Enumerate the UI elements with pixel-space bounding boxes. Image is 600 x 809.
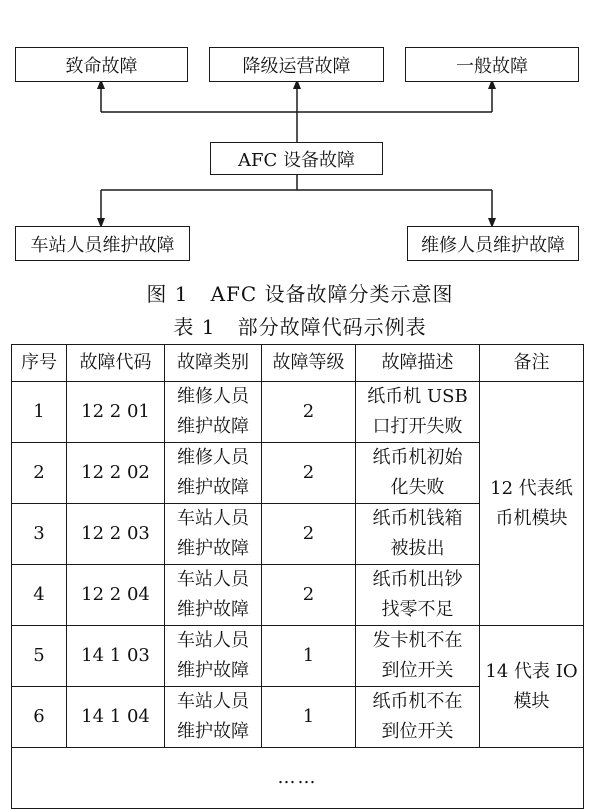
header-description: 故障描述 — [356, 345, 480, 382]
header-category: 故障类别 — [165, 345, 262, 382]
cell-ellipsis: …… — [12, 748, 584, 809]
afc-device-fault-box: AFC 设备故障 — [210, 142, 383, 175]
cell-no: 3 — [12, 504, 67, 565]
cell-category: 维修人员 维护故障 — [165, 382, 262, 443]
cell-category: 车站人员 维护故障 — [165, 626, 262, 687]
cell-code: 12 2 01 — [67, 382, 165, 443]
cell-code: 14 1 03 — [67, 626, 165, 687]
cell-no: 6 — [12, 687, 67, 748]
cell-code: 12 2 03 — [67, 504, 165, 565]
cell-code: 12 2 02 — [67, 443, 165, 504]
station-staff-maintenance-fault-box: 车站人员维护故障 — [15, 226, 190, 261]
cell-code: 14 1 04 — [67, 687, 165, 748]
cell-no: 4 — [12, 565, 67, 626]
cell-level: 1 — [262, 626, 356, 687]
cell-no: 1 — [12, 382, 67, 443]
cell-code: 12 2 04 — [67, 565, 165, 626]
table-row — [12, 626, 584, 687]
upward-arrows — [101, 84, 492, 142]
cell-category: 维修人员 维护故障 — [165, 443, 262, 504]
cell-category: 车站人员 维护故障 — [165, 504, 262, 565]
fault-code-table — [11, 344, 584, 809]
cell-level: 2 — [262, 382, 356, 443]
table-ellipsis-row — [12, 748, 584, 809]
cell-remark-12: 12 代表纸 币机模块 — [480, 382, 584, 626]
header-no: 序号 — [12, 345, 67, 382]
header-remark: 备注 — [480, 345, 584, 382]
cell-level: 2 — [262, 443, 356, 504]
table-row — [12, 382, 584, 443]
cell-level: 2 — [262, 504, 356, 565]
table-header-row — [12, 345, 584, 382]
cell-level: 1 — [262, 687, 356, 748]
cell-description: 纸币机不在 到位开关 — [356, 687, 480, 748]
cell-category: 车站人员 维护故障 — [165, 565, 262, 626]
maintenance-staff-fault-box: 维修人员维护故障 — [407, 226, 579, 261]
cell-description: 纸币机出钞 找零不足 — [356, 565, 480, 626]
cell-description: 纸币机钱箱 被拔出 — [356, 504, 480, 565]
figure-caption: 图 1 AFC 设备故障分类示意图 — [146, 282, 454, 306]
cell-description: 纸币机初始 化失败 — [356, 443, 480, 504]
cell-description: 发卡机不在 到位开关 — [356, 626, 480, 687]
cell-category: 车站人员 维护故障 — [165, 687, 262, 748]
cell-level: 2 — [262, 565, 356, 626]
header-level: 故障等级 — [262, 345, 356, 382]
downward-arrows — [101, 175, 492, 223]
general-fault-box: 一般故障 — [405, 47, 579, 82]
table-caption: 表 1 部分故障代码示例表 — [173, 315, 427, 339]
header-code: 故障代码 — [67, 345, 165, 382]
cell-description: 纸币机 USB 口打开失败 — [356, 382, 480, 443]
cell-no: 2 — [12, 443, 67, 504]
fatal-fault-box: 致命故障 — [15, 47, 188, 82]
cell-remark-14: 14 代表 IO 模块 — [480, 626, 584, 748]
cell-no: 5 — [12, 626, 67, 687]
degraded-operation-fault-box: 降级运营故障 — [209, 47, 384, 82]
